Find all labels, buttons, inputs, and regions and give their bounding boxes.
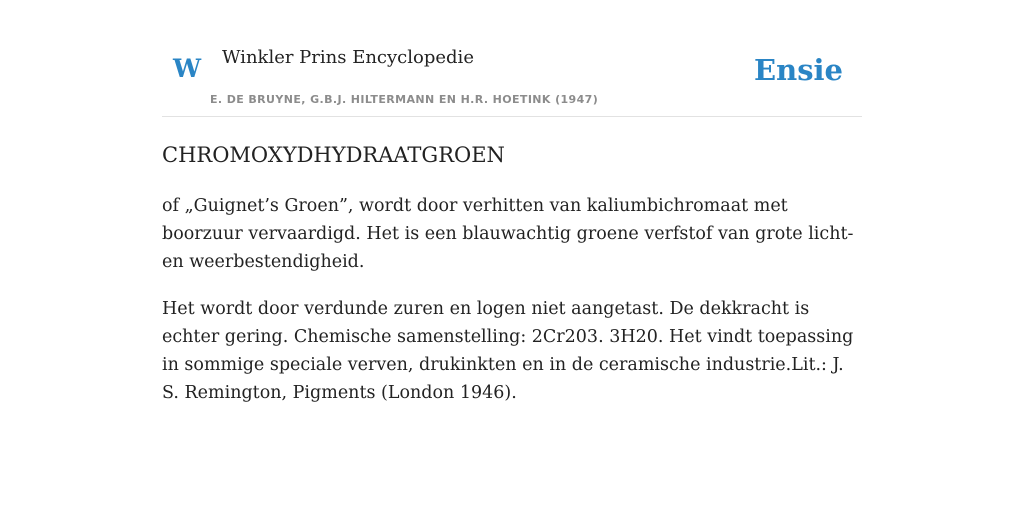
header [162,40,862,117]
entry-paragraph: Het wordt door verdunde zuren en logen niet aangetast. De dekkracht is echter gering. Chemische samenstelling: 2Cr203. 3H20. Het vindt toepassing in sommige speciale verven, drukinkten en in de ceramische industrie.Lit.: J. S. Remington, Pigments (London 1946). [162,299,854,403]
authors-line: E. DE BRUYNE, G.B.J. HILTERMANN EN H.R. HOETINK (1947) [210,93,599,106]
entry-body [162,192,862,426]
winkler-prins-logo[interactable]: W [173,54,202,83]
entry-headword: CHROMOXYDHYDRAATGROEN [162,143,505,167]
ensie-logo[interactable]: Ensie [754,53,843,87]
entry-paragraph: of „Guignet’s Groen”, wordt door verhitten van kaliumbichromaat met boorzuur vervaardigd. Het is een blauwachtig groene verfstof van grote licht- en weerbestendigheid. [162,196,854,272]
site-title[interactable]: Winkler Prins Encyclopedie [222,47,474,68]
